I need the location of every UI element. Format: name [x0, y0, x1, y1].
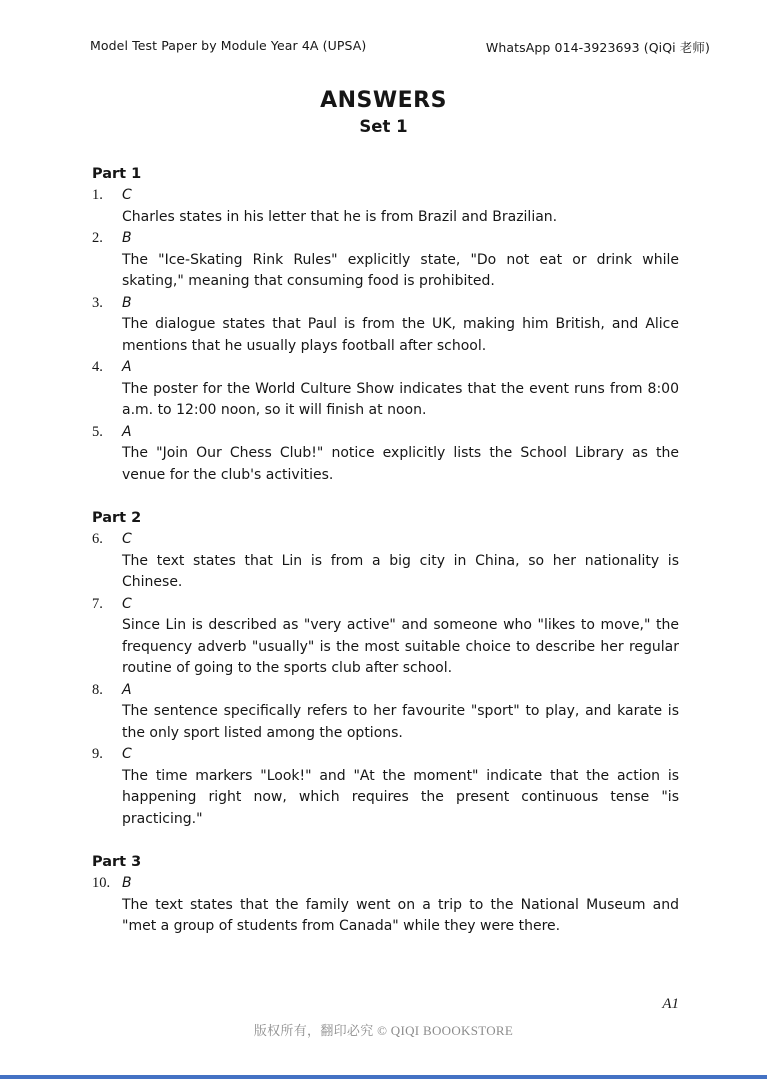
item-number: 4.	[92, 359, 103, 375]
section-part-2	[92, 507, 679, 830]
item-number: 3.	[92, 294, 103, 311]
item-explanation: The poster for the World Culture Show indicates that the event runs from 8:00 a.m. to 12:00 noon, so it will finish at noon.	[122, 380, 679, 418]
item-number: 5.	[92, 423, 103, 440]
item-answer: B	[122, 230, 132, 246]
page-subtitle: Set 1	[359, 117, 408, 136]
part-heading: Part 2	[92, 510, 142, 526]
item-number: 1.	[92, 187, 103, 203]
page-number: A1	[662, 996, 679, 1012]
answer-item	[92, 228, 679, 293]
item-answer: C	[122, 746, 132, 762]
item-answer: B	[122, 875, 132, 891]
item-explanation: The "Join Our Chess Club!" notice explicitly lists the School Library as the venue for the club's activities.	[122, 445, 679, 483]
item-explanation: Since Lin is described as "very active" and someone who "likes to move," the frequency adverb "usually" is the most suitable choice to describe her regular routine of going to the sports club after school.	[122, 617, 679, 676]
answer-item	[92, 422, 679, 487]
item-answer: B	[122, 294, 132, 311]
item-explanation: Charles states in his letter that he is from Brazil and Brazilian.	[122, 208, 558, 225]
item-explanation: The dialogue states that Paul is from the UK, making him British, and Alice mentions that he usually plays football after school.	[122, 316, 679, 354]
item-number: 7.	[92, 595, 103, 612]
item-answer: A	[122, 423, 132, 440]
part-heading: Part 3	[92, 854, 142, 870]
item-answer: C	[122, 595, 132, 612]
section-part-3	[92, 851, 679, 938]
section-part-1	[92, 163, 679, 486]
item-answer: A	[122, 359, 132, 375]
item-explanation: The sentence specifically refers to her favourite "sport" to play, and karate is the only sport listed among the options.	[122, 703, 679, 741]
header-right-text: WhatsApp 014-3923693 (QiQi 老师)	[485, 40, 710, 55]
answer-item	[92, 744, 679, 830]
item-number: 8.	[92, 681, 103, 698]
item-explanation: The "Ice-Skating Rink Rules" explicitly state, "Do not eat or drink while skating," meaning that consuming food is prohibited.	[122, 251, 679, 289]
answer-item	[92, 680, 679, 745]
item-number: 6.	[92, 531, 103, 547]
answer-item	[92, 293, 679, 358]
page-title: ANSWERS	[320, 88, 447, 113]
header-left-text: Model Test Paper by Module Year 4A (UPSA)	[90, 38, 367, 53]
item-number: 9.	[92, 746, 103, 762]
bottom-accent-rule	[0, 1075, 767, 1079]
item-answer: C	[122, 187, 132, 203]
answer-item	[92, 529, 679, 594]
item-number: 10.	[92, 875, 111, 891]
item-answer: A	[122, 681, 132, 698]
item-number: 2.	[92, 230, 103, 246]
item-explanation: The time markers "Look!" and "At the moment" indicate that the action is happening right now, which requires the present continuous tense "is practicing."	[122, 767, 679, 827]
item-explanation: The text states that Lin is from a big city in China, so her nationality is Chinese.	[122, 552, 679, 590]
item-answer: C	[122, 531, 132, 547]
answer-item	[92, 594, 679, 680]
answer-item	[92, 873, 679, 938]
page-header	[90, 38, 710, 56]
item-explanation: The text states that the family went on a trip to the National Museum and "met a group of students from Canada" while they were there.	[122, 896, 679, 934]
copyright-footer: 版权所有，翻印必究 © QIQI BOOOKSTORE	[253, 1023, 514, 1038]
answer-item	[92, 185, 679, 228]
part-heading: Part 1	[92, 166, 142, 182]
answers-content	[92, 163, 679, 938]
answer-item	[92, 357, 679, 422]
